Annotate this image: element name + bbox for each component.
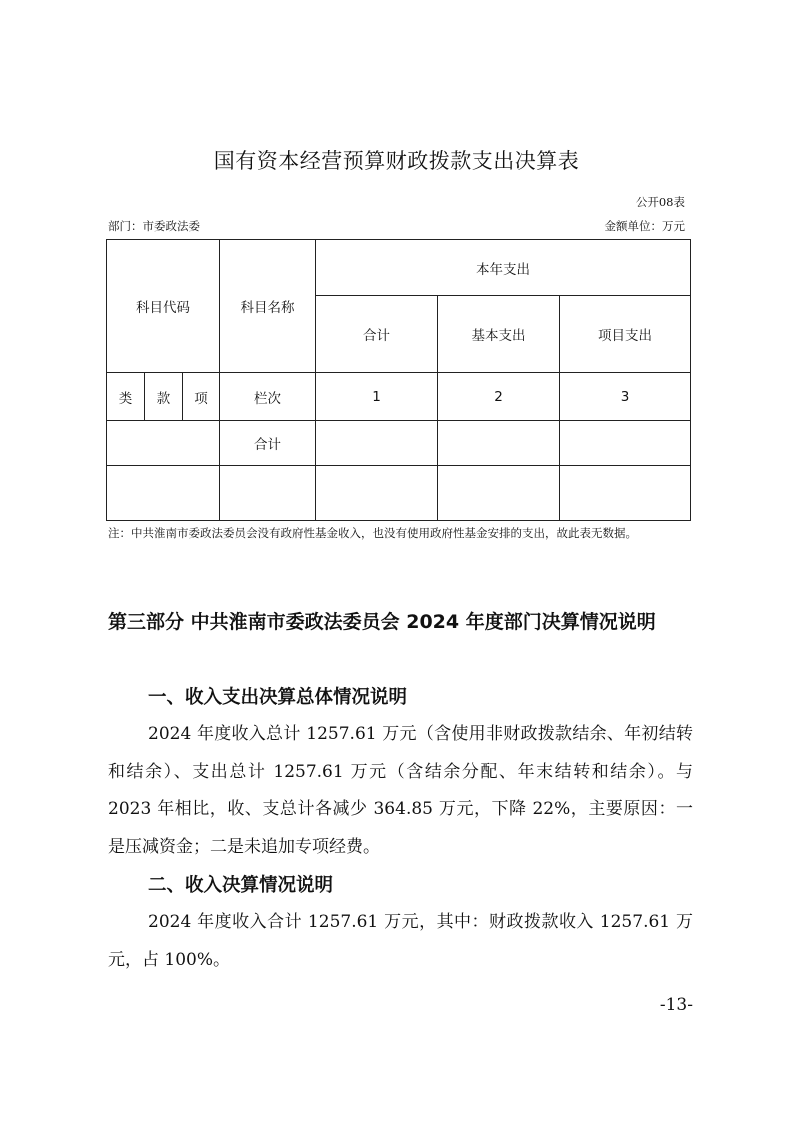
table-note: 注：中共淮南市委政法委员会没有政府性基金收入，也没有使用政府性基金安排的支出，故此表无数据。 (108, 526, 637, 540)
total-row-total-cell (316, 421, 438, 466)
total-row-label: 合计 (220, 421, 316, 466)
row-column-index-label: 栏次 (220, 373, 316, 421)
total-row-project-cell (560, 421, 691, 466)
header-current-year-expenditure: 本年支出 (316, 240, 691, 296)
department-label: 部门：市委政法委 (108, 219, 200, 233)
section-one-body: 2024 年度收入总计 1257.61 万元（含使用非财政拨款结余、年初结转和结余）、支出总计 1257.61 万元（含结余分配、年末结转和结余）。与 2023 年相比，收、支总计各减少 364.85 万元，下降 22%，主要原因：一是压减资金；二是未追加专项经费。 (108, 724, 693, 857)
header-subject-code: 科目代码 (107, 240, 220, 373)
total-row-basic-cell (438, 421, 560, 466)
total-row-code-cell (107, 421, 220, 466)
table-title: 国有资本经营预算财政拨款支出决算表 (213, 149, 580, 173)
subheader-section: 款 (145, 373, 183, 421)
column-index-2: 2 (438, 373, 560, 421)
section-two-heading: 二、收入决算情况说明 (148, 875, 334, 896)
empty-row-code-cell (107, 466, 220, 521)
amount-unit-label: 金额单位：万元 (604, 219, 685, 233)
empty-row-name-cell (220, 466, 316, 521)
header-total: 合计 (316, 296, 438, 373)
section-two-body: 2024 年度收入合计 1257.61 万元，其中：财政拨款收入 1257.61 万元，占 100%。 (108, 912, 693, 970)
empty-row-basic-cell (438, 466, 560, 521)
header-basic-expenditure: 基本支出 (438, 296, 560, 373)
section-one-heading: 一、收入支出决算总体情况说明 (148, 687, 408, 708)
subheader-item: 项 (183, 373, 220, 421)
empty-row-total-cell (316, 466, 438, 521)
table-number: 公开08表 (635, 195, 685, 209)
part-three-heading: 第三部分 中共淮南市委政法委员会 2024 年度部门决算情况说明 (108, 611, 656, 633)
expenditure-table (106, 239, 691, 521)
header-subject-name: 科目名称 (220, 240, 316, 373)
page-number: -13- (659, 995, 693, 1015)
subheader-category: 类 (107, 373, 145, 421)
header-project-expenditure: 项目支出 (560, 296, 691, 373)
empty-row-project-cell (560, 466, 691, 521)
column-index-3: 3 (560, 373, 691, 421)
column-index-1: 1 (316, 373, 438, 421)
